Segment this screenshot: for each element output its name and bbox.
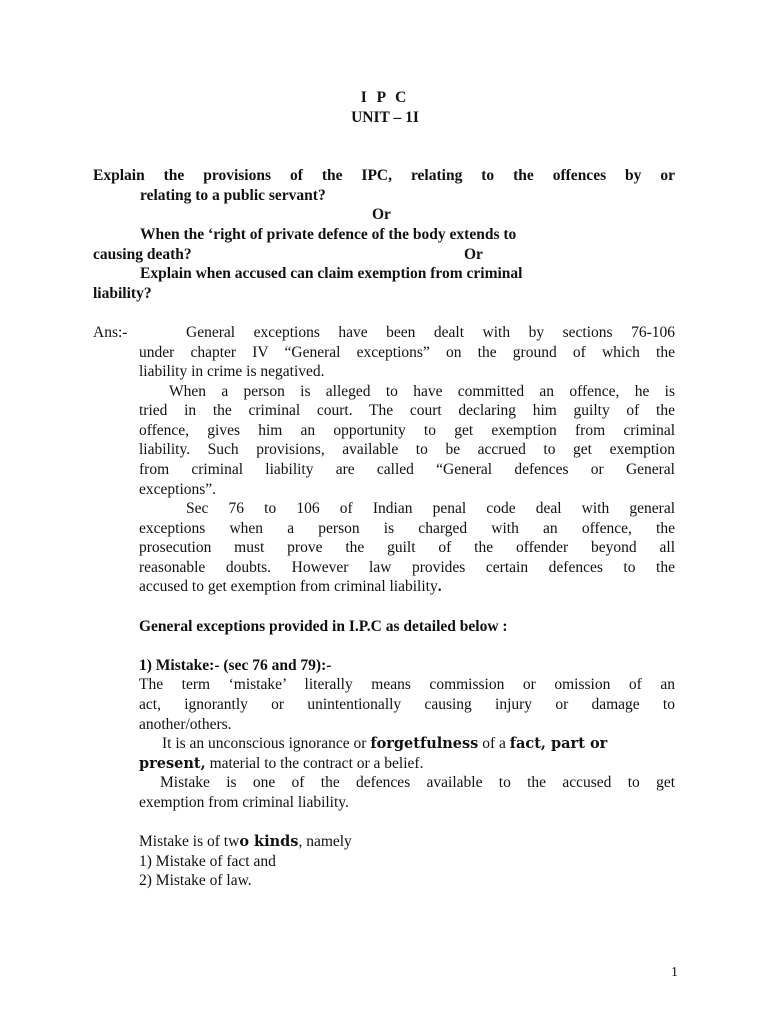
or-separator-1: Or [372,206,391,223]
answer-p3-line-5 [139,577,442,597]
mistake-kinds-c: , namely [298,833,352,850]
mistake-sub-heading: 1) Mistake:- (sec 76 and 79):- [139,657,332,674]
answer-p1-line-1: General exceptions have been dealt with by sections 76-106 [186,324,675,341]
or-separator-2: Or [464,246,483,263]
answer-p2-line-5: from criminal liability are called “General defences or General [139,461,675,478]
mistake-p1-line-2: act, ignorantly or unintentionally causing injury or damage to [139,696,675,713]
answer-p2-line-4: liability. Such provisions, available to be accrued to get exemption [139,441,675,458]
mistake-p2-line-2 [139,754,423,774]
mistake-p1-line-3: another/others. [139,716,232,733]
mistake-p1-line-1: The term ‘mistake’ literally means commission or omission of an [139,676,675,693]
answer-p3-period: . [437,578,442,595]
mistake-kinds-a: Mistake is of tw [139,833,240,850]
answer-p3-line-5-text: accused to get exemption from criminal liability [139,578,438,595]
mistake-kind-1: 1) Mistake of fact and [139,853,276,870]
answer-p3-line-4: reasonable doubts. However law provides certain defences to the [139,559,675,576]
answer-p1-line-3: liability in crime is negatived. [139,363,325,380]
mistake-kinds-line [139,832,352,852]
answer-p3-line-1: Sec 76 to 106 of Indian penal code deal with general [186,500,675,517]
answer-p2-line-1: When a person is alleged to have committed an offence, he is [169,383,675,400]
question-1-line-1: Explain the provisions of the IPC, relating to the offences by or [93,167,675,184]
mistake-p2-text-a: It is an unconscious ignorance or [162,735,371,752]
answer-p1-line-2: under chapter IV “General exceptions” on the ground of which the [139,344,675,361]
mistake-kind-2: 2) Mistake of law. [139,872,252,889]
answer-label: Ans:- [93,324,128,341]
answer-p3-line-3: prosecution must prove the guilt of the offender beyond all [139,539,675,556]
question-2-line-1: When the ‘right of private defence of the body extends to [140,226,517,243]
mistake-p2-text-c: of a [478,735,510,752]
mistake-p3-line-1: Mistake is one of the defences available to the accused to get [160,774,675,791]
mistake-p2-text-e: material to the contract or a belief. [205,755,424,772]
question-3-line-1: Explain when accused can claim exemption from criminal [140,265,523,282]
section-heading: General exceptions provided in I.P.C as detailed below : [139,618,508,635]
document-title: I P C [360,89,410,106]
unit-heading: UNIT – 1I [351,109,419,126]
mistake-p2-forgetfulness: forgetfulness [370,735,479,752]
question-3-line-2: liability? [93,285,152,302]
question-2-line-2: causing death? [93,246,192,263]
mistake-p2-line-1 [162,734,607,754]
answer-p3-line-2: exceptions when a person is charged with an offence, the [139,520,675,537]
answer-p2-line-3: offence, gives him an opportunity to get exemption from criminal [139,422,675,439]
answer-p2-line-2: tried in the criminal court. The court declaring him guilty of the [139,402,675,419]
mistake-p3-line-2: exemption from criminal liability. [139,794,349,811]
mistake-p2-fact-part: fact, part or [509,735,608,752]
mistake-p2-present: present, [139,755,206,772]
mistake-kinds-b: o kinds [239,833,299,850]
page-number: 1 [671,965,678,980]
answer-p2-line-6: exceptions”. [139,481,217,498]
question-1-line-2: relating to a public servant? [140,187,326,204]
